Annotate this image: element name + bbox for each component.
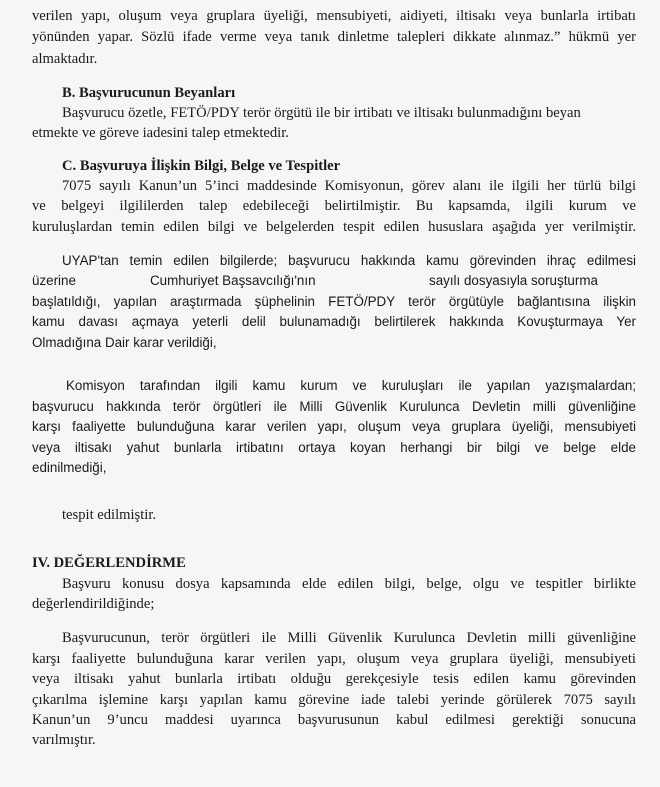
paragraph-line-segment: sayılı dosyasıyla soruşturma	[429, 273, 598, 289]
paragraph-line: karşı faaliyette bulunduğuna karar verilen yapı, oluşum veya gruplara üyeliği, mensubiyeti	[32, 650, 636, 667]
section-heading-c: C. Başvuruya İlişkin Bilgi, Belge ve Tespitler	[62, 157, 341, 174]
paragraph-line: UYAP'tan temin edilen bilgilerde; başvurucu hakkında kamu görevinden ihraç edilmesi	[62, 252, 636, 268]
paragraph-line: Başvurucunun, terör örgütleri ile Milli Güvenlik Kurulunca Devletin milli güvenliğine	[62, 630, 636, 647]
paragraph-line: değerlendirildiğinde;	[32, 596, 155, 613]
paragraph-line: tespit edilmiştir.	[62, 507, 157, 524]
paragraph-line: 7075 sayılı Kanun’un 5’inci maddesinde Komisyonun, görev alanı ile ilgili her türlü bilgi	[62, 177, 636, 194]
paragraph-line: başlatıldığı, yapılan araştırmada şüphelinin FETÖ/PDY terör örgütüyle bağlantısına ilişkin	[32, 293, 636, 309]
paragraph-line: edinilmediği,	[32, 460, 107, 476]
paragraph-line: etmekte ve göreve iadesini talep etmektedir.	[32, 125, 289, 142]
paragraph-line: Başvurucu özetle, FETÖ/PDY terör örgütü ile bir irtibatı ve iltisakı bulunmadığını beyan	[62, 105, 581, 121]
paragraph-line: Olmadığına Dair karar verildiği,	[32, 334, 217, 350]
paragraph-line: kamu davası açmaya yeterli delil bulunamadığı belirtilerek hakkında Kovuşturmaya Yer	[32, 314, 636, 330]
paragraph-line: almaktadır.	[32, 50, 98, 67]
paragraph-line: Komisyon tarafından ilgili kamu kurum ve kuruluşları ile yapılan yazışmalardan;	[66, 378, 636, 394]
paragraph-line: kuruluşlardan temin edilen bilgi ve belgelerden tespit edilen hususlara aşağıda yer verilmiştir.	[32, 218, 636, 235]
section-heading-iv: IV. DEĞERLENDİRME	[32, 555, 186, 572]
paragraph-line: yönünden yapar. Sözlü ifade verme veya tanık dinletme talepleri dikkate alınmaz.” hükmü yer	[32, 29, 636, 46]
paragraph-line: varılmıştır.	[32, 732, 96, 749]
paragraph-line: çıkarılma işlemine karşı yapılan kamu görevine iade talebi yerinde görülerek 7075 sayılı	[32, 691, 636, 708]
section-heading-b: B. Başvurucunun Beyanları	[62, 84, 236, 101]
paragraph-line: başvurucu hakkında terör örgütleri ile Milli Güvenlik Kurulunca Devletin milli güvenliğine	[32, 398, 636, 414]
paragraph-line: veya iltisakı yahut bunlarla irtibatı olduğu gerekçesiyle tesis edilen kamu görevinden	[32, 671, 636, 688]
paragraph-line: karşı faaliyette bulunduğuna karar verilen yapı, oluşum veya gruplara üyeliği, mensubiyeti	[32, 419, 636, 435]
paragraph-line-segment: Cumhuriyet Başsavcılığı'nın	[150, 273, 316, 289]
paragraph-line: Kanun’un 9’uncu maddesi uyarınca başvurusunun kabul edilmesi gerektiği sonucuna	[32, 711, 636, 728]
paragraph-line-segment: üzerine	[32, 273, 76, 289]
paragraph-line: ve belgeyi ilgililerden talep edebileceği belirtilmiştir. Bu kapsamda, ilgili kurum ve	[32, 198, 636, 215]
paragraph-line: Başvuru konusu dosya kapsamında elde edilen bilgi, belge, olgu ve tespitler birlikte	[62, 575, 636, 592]
paragraph-line: veya iltisakı yahut bunlarla irtibatını ortaya koyan herhangi bir bilgi ve belge elde	[32, 439, 636, 455]
paragraph-line: verilen yapı, oluşum veya gruplara üyeliği, mensubiyeti, aidiyeti, iltisakı veya bunlarla irtibatı	[32, 8, 636, 24]
